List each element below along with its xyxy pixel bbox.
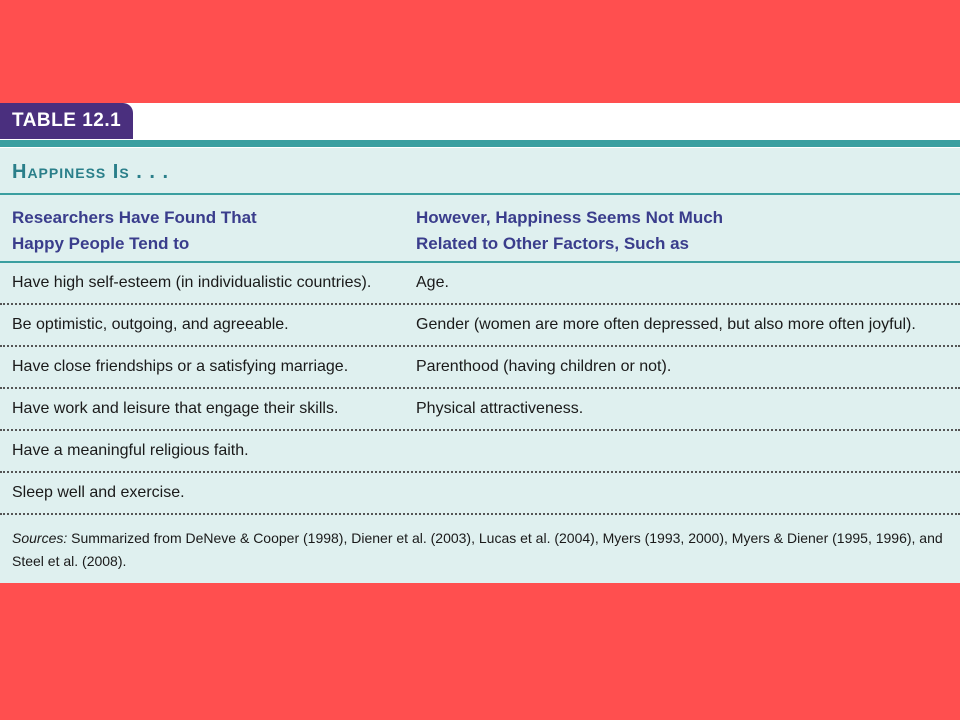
right-column-header: [416, 205, 956, 257]
left-header-line1: Researchers Have Found That: [12, 208, 257, 227]
table-label: TABLE 12.1: [0, 103, 133, 139]
sources-text: Summarized from DeNeve & Cooper (1998), Diener et al. (2003), Lucas et al. (2004), Myers (1993, 2000), Myers & Diener (1995, 1996), and Steel et al. (2008).: [12, 530, 943, 569]
table-row: [0, 431, 960, 473]
right-header-line1: However, Happiness Seems Not Much: [416, 208, 724, 227]
row-cell-left: Sleep well and exercise.: [12, 484, 185, 501]
table-row: [0, 263, 960, 305]
table-row: [0, 305, 960, 347]
table-panel: [0, 103, 960, 583]
right-header-line2: Related to Other Factors, Such as: [416, 234, 690, 253]
row-cell-right: Parenthood (having children or not).: [416, 358, 672, 375]
row-cell-left: Have work and leisure that engage their skills.: [12, 400, 339, 417]
table-title: Happiness Is . . .: [12, 161, 170, 183]
sources-note: [12, 527, 952, 573]
row-cell-left: Have high self-esteem (in individualistic countries).: [12, 274, 372, 291]
table-row: [0, 389, 960, 431]
row-cell-left: Have a meaningful religious faith.: [12, 442, 249, 459]
row-cell-left: Have close friendships or a satisfying marriage.: [12, 358, 349, 375]
left-column-header: [12, 205, 402, 257]
row-cell-right: Age.: [416, 274, 449, 291]
sources-label: Sources:: [12, 530, 68, 546]
table-row: [0, 473, 960, 515]
left-header-line2: Happy People Tend to: [12, 234, 190, 253]
table-row: [0, 347, 960, 389]
row-cell-right: Gender (women are more often depressed, but also more often joyful).: [416, 316, 916, 333]
row-cell-right: Physical attractiveness.: [416, 400, 584, 417]
row-cell-left: Be optimistic, outgoing, and agreeable.: [12, 316, 289, 333]
top-rule: [0, 140, 960, 147]
title-rule: [0, 193, 960, 195]
